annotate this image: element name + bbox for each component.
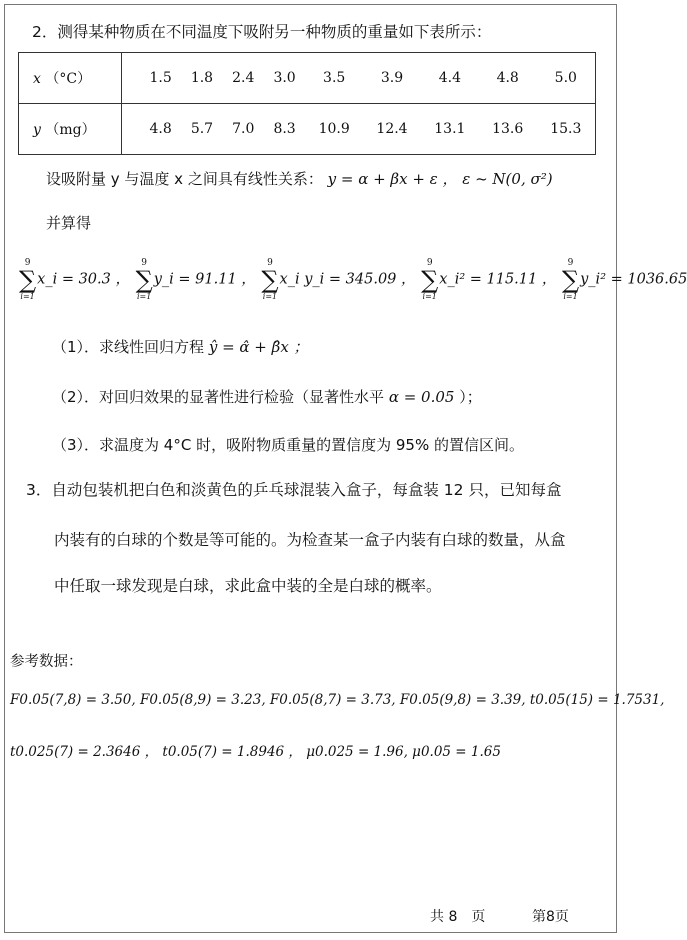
- table-row-x: [19, 53, 596, 104]
- row-header-x: [19, 53, 122, 104]
- x-symbol: x: [33, 71, 41, 87]
- part1-label: （1）．求线性回归方程: [52, 338, 205, 356]
- question2-title-text: 测得某种物质在不同温度下吸附另一种物质的重量如下表所示：: [57, 23, 492, 41]
- sum-x: x_i = 30.3 ，: [37, 271, 130, 288]
- part1: [52, 336, 309, 357]
- y-symbol: y: [33, 122, 41, 138]
- y-unit: （mg）: [45, 122, 96, 138]
- question2-title: [32, 20, 491, 42]
- table-row-y: [19, 104, 596, 155]
- y-cell: 4.8: [140, 104, 181, 155]
- footer-current-page: 第8页: [532, 909, 569, 925]
- part2-label: （2）．对回归效果的显著性进行检验（显著性水平: [52, 388, 385, 406]
- y-cell: 7.0: [223, 104, 264, 155]
- x-cell: 4.8: [479, 53, 537, 104]
- y-cell: 15.3: [537, 104, 596, 155]
- reference-line2: t0.025(7) = 2.3646 ， t0.05(7) = 1.8946 ， μ0.025 = 1.96, μ0.05 = 1.65: [10, 744, 501, 760]
- footer-total-pages: 共 8 页: [430, 909, 486, 925]
- x-cell: 1.5: [140, 53, 181, 104]
- part2-end: ）；: [459, 388, 482, 406]
- question3-number: 3．: [26, 481, 52, 499]
- y-cell: 12.4: [363, 104, 421, 155]
- x-unit: （°C）: [45, 71, 92, 87]
- reference-label: 参考数据：: [10, 654, 83, 670]
- x-cell: 3.0: [264, 53, 305, 104]
- sum-symbol: 9 ∑ i=1: [421, 258, 439, 301]
- x-cell: 2.4: [223, 53, 264, 104]
- x-cell: 3.9: [363, 53, 421, 104]
- y-cell: 5.7: [181, 104, 222, 155]
- x-cell: 4.4: [421, 53, 479, 104]
- assumption-line: [46, 168, 553, 189]
- part2: [52, 386, 482, 407]
- model-equation: y = α + βx + ε ，: [327, 170, 458, 188]
- question3-line1: 3．自动包装机把白色和淡黄色的乒乓球混装入盒子，每盒装 12 只，已知每盒: [26, 481, 562, 499]
- assumption-text: 设吸附量 y 与温度 x 之间具有线性关系：: [46, 170, 323, 188]
- x-cell: 5.0: [537, 53, 596, 104]
- computed-label: 并算得: [46, 214, 92, 232]
- sum-y: y_i = 91.11 ，: [153, 271, 256, 288]
- y-cell: 13.6: [479, 104, 537, 155]
- y-cell: 10.9: [305, 104, 363, 155]
- data-table: [18, 52, 596, 155]
- y-cell: 13.1: [421, 104, 479, 155]
- sum-x2: x_i² = 115.11 ，: [439, 271, 557, 288]
- sum-symbol: 9 ∑ i=1: [561, 258, 580, 301]
- y-cell: 8.3: [264, 104, 305, 155]
- sum-symbol: 9 ∑ i=1: [19, 258, 37, 301]
- sums-line: [18, 258, 687, 301]
- part3: （3）．求温度为 4°C 时，吸附物质重量的置信度为 95% 的置信区间。: [52, 436, 524, 454]
- sum-xy: x_i y_i = 345.09 ，: [279, 271, 416, 288]
- part1-equation: ŷ = α̂ + β̂x ；: [208, 338, 309, 356]
- sum-y2: y_i² = 1036.65: [580, 271, 687, 288]
- reference-line1: F0.05(7,8) = 3.50, F0.05(8,9) = 3.23, F0.05(8,7) = 3.73, F0.05(9,8) = 3.39, t0.05(15) = 1.7531,: [10, 692, 665, 708]
- question3-line2: 内装有的白球的个数是等可能的。为检查某一盒子内装有白球的数量，从盒: [54, 531, 566, 549]
- x-cell: 3.5: [305, 53, 363, 104]
- x-cell: 1.8: [181, 53, 222, 104]
- sum-symbol: 9 ∑ i=1: [135, 258, 153, 301]
- row-header-y: [19, 104, 122, 155]
- part2-alpha: α = 0.05: [388, 388, 455, 406]
- question3-line3: 中任取一球发现是白球，求此盒中装的全是白球的概率。: [54, 577, 442, 595]
- sum-symbol: 9 ∑ i=1: [261, 258, 279, 301]
- error-distribution: ε ~ N(0, σ²): [462, 170, 553, 188]
- question2-number: 2．: [32, 23, 58, 41]
